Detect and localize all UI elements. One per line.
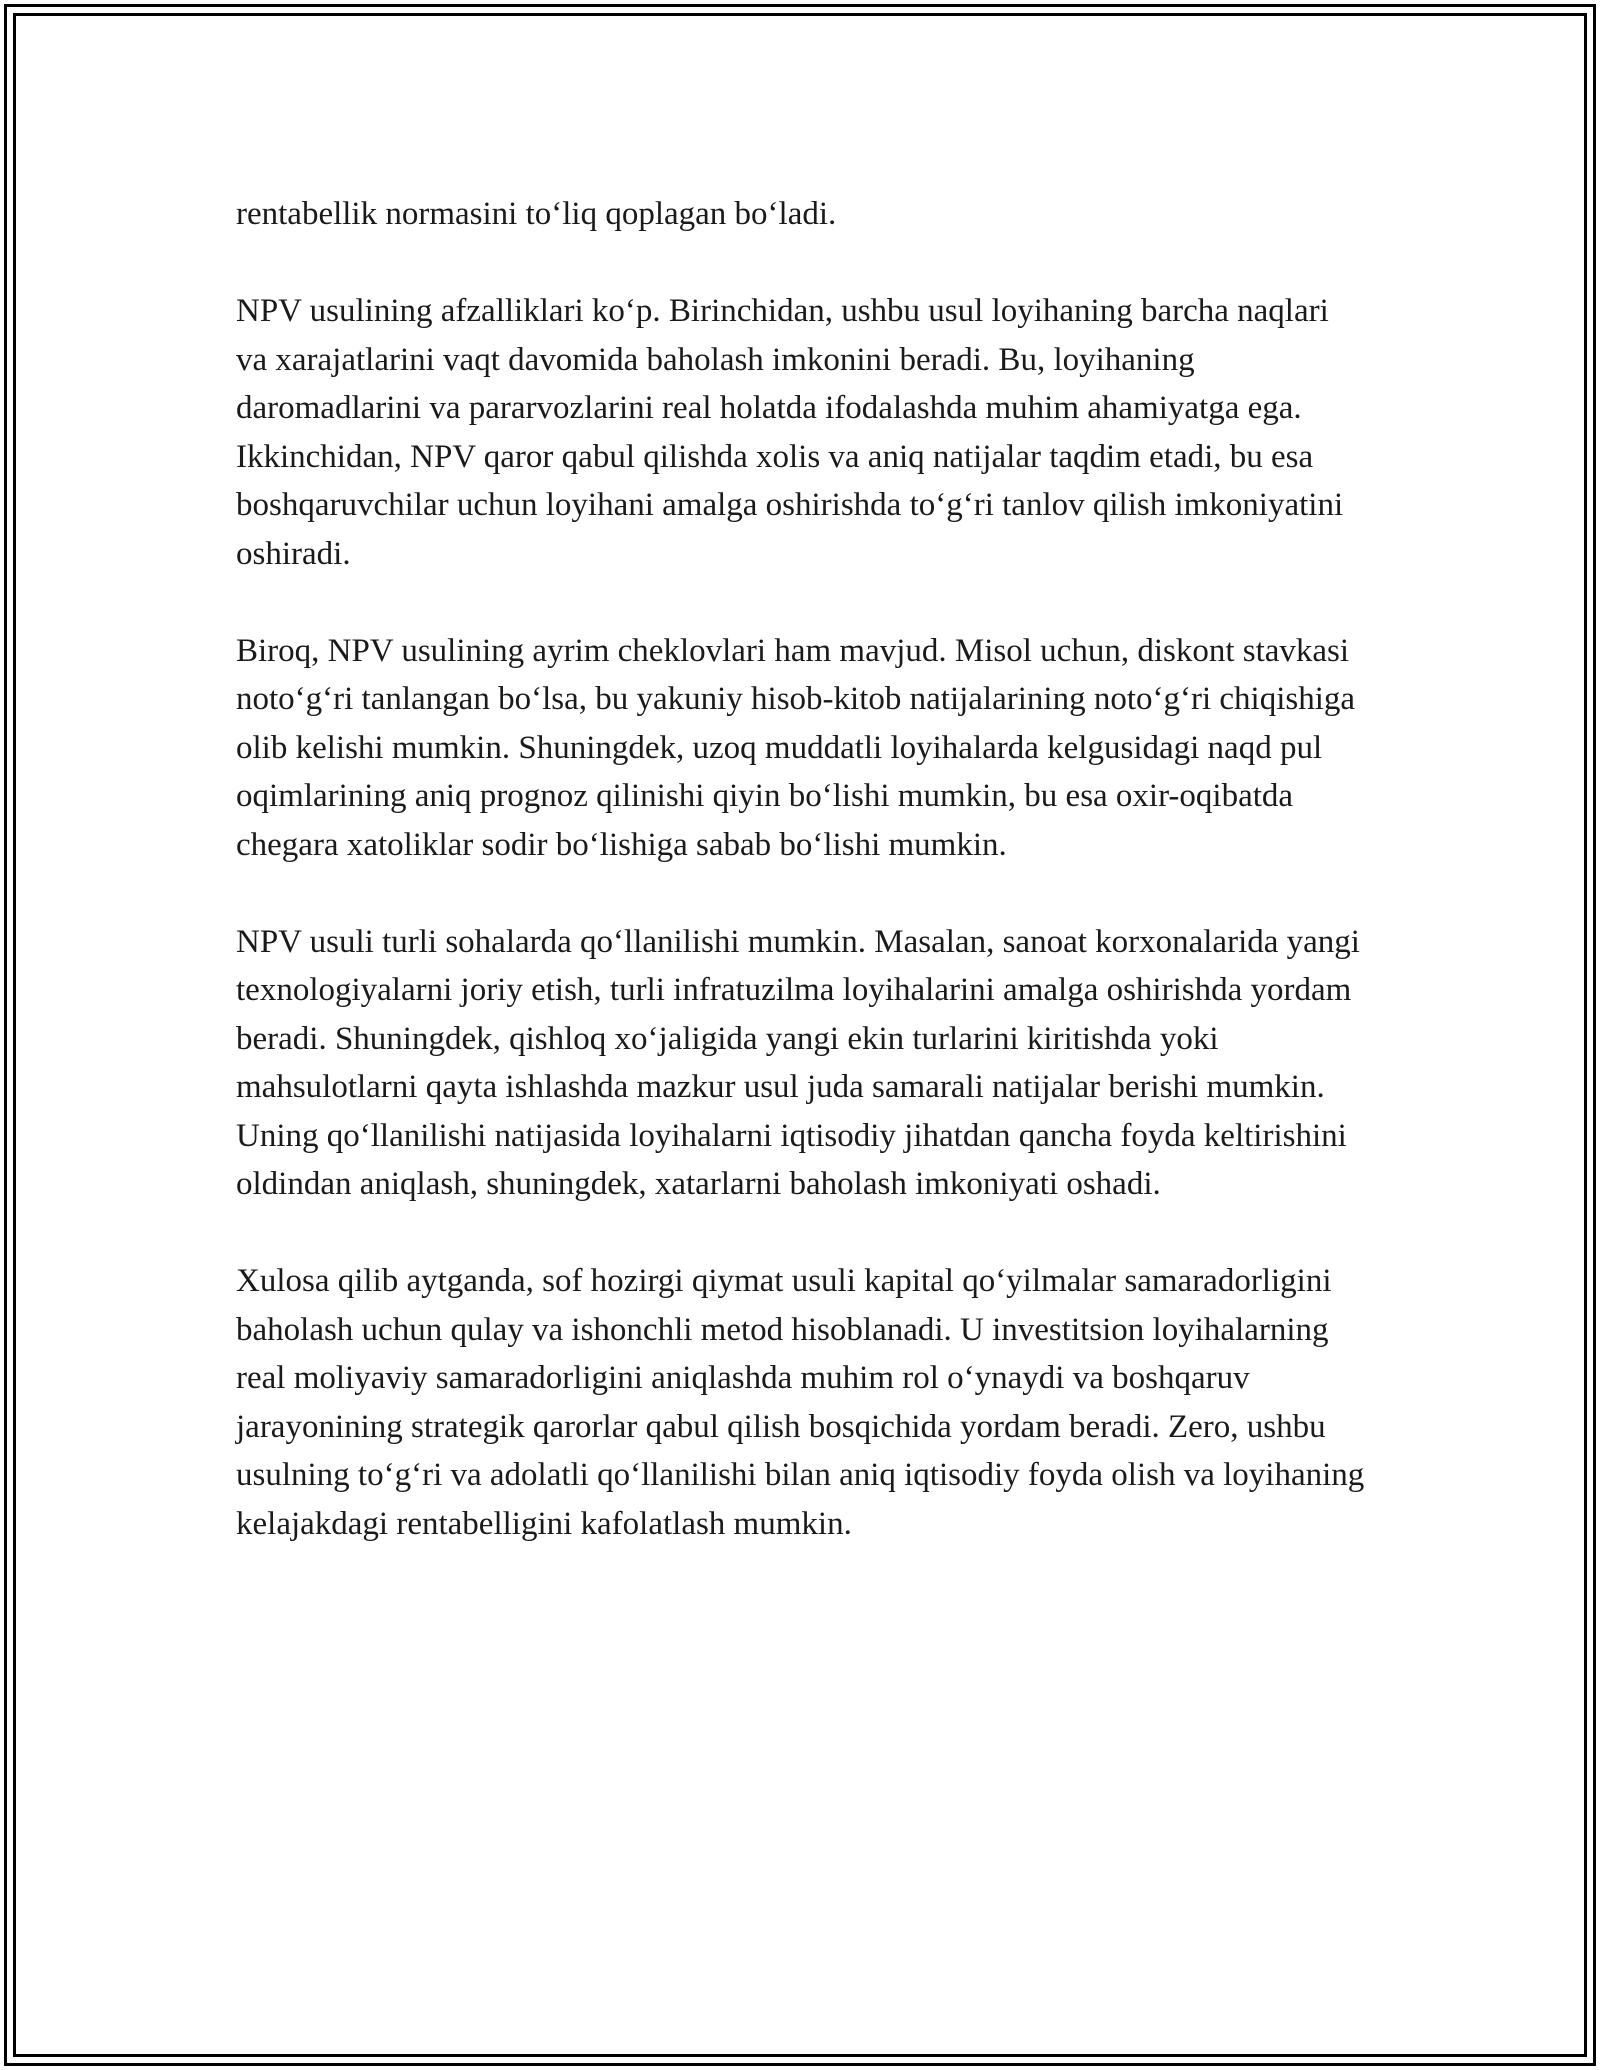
paragraph-continuation: rentabellik normasini to‘liq qoplagan bo‘ladi. bbox=[236, 196, 837, 232]
paragraph-npv-applications: NPV usuli turli sohalarda qo‘llanilishi mumkin. Masalan, sanoat korxonalarida yangi texnologiyalarni joriy etish, turli infratuzilma loyihalarini amalga oshirishda yordam beradi. Shuningdek, qishloq xo‘jaligida yangi ekin turlarini kiritishda yoki mahsulotlarni qayta ishlashda mazkur usul juda samarali natijalar berishi mumkin. Uning qo‘llanilishi natijasida loyihalarni iqtisodiy jihatdan qancha foyda keltirishini oldindan aniqlash, shuningdek, xatarlarni baholash imkoniyati oshadi. bbox=[236, 923, 1360, 1202]
paragraph-npv-advantages: NPV usulining afzalliklari ko‘p. Birinchidan, ushbu usul loyihaning barcha naqlari va xarajatlarini vaqt davomida baholash imkonini beradi. Bu, loyihaning daromadlarini va pararvozlarini real holatda ifodalashda muhim ahamiyatga ega. Ikkinchidan, NPV qaror qabul qilishda xolis va aniq natijalar taqdim etadi, bu esa boshqaruvchilar uchun loyihani amalga oshirishda to‘g‘ri tanlov qilish imkoniyatini oshiradi. bbox=[236, 293, 1344, 572]
document-body bbox=[236, 190, 1366, 1597]
paragraph-npv-limitations: Biroq, NPV usulining ayrim cheklovlari ham mavjud. Misol uchun, diskont stavkasi noto‘g‘ri tanlangan bo‘lsa, bu yakuniy hisob-kitob natijalarining noto‘g‘ri chiqishiga olib kelishi mumkin. Shuningdek, uzoq muddatli loyihalarda kelgusidagi naqd pul oqimlarining aniq prognoz qilinishi qiyin bo‘lishi mumkin, bu esa oxir-oqibatda chegara xatoliklar sodir bo‘lishiga sabab bo‘lishi mumkin. bbox=[236, 632, 1356, 863]
paragraph-conclusion: Xulosa qilib aytganda, sof hozirgi qiymat usuli kapital qo‘yilmalar samaradorligini baholash uchun qulay va ishonchli metod hisoblanadi. U investitsion loyihalarning real moliyaviy samaradorligini aniqlashda muhim rol o‘ynaydi va boshqaruv jarayonining strategik qarorlar qabul qilish bosqichida yordam beradi. Zero, ushbu usulning to‘g‘ri va adolatli qo‘llanilishi bilan aniq iqtisodiy foyda olish va loyihaning kelajakdagi rentabelligini kafolatlash mumkin. bbox=[236, 1263, 1365, 1542]
